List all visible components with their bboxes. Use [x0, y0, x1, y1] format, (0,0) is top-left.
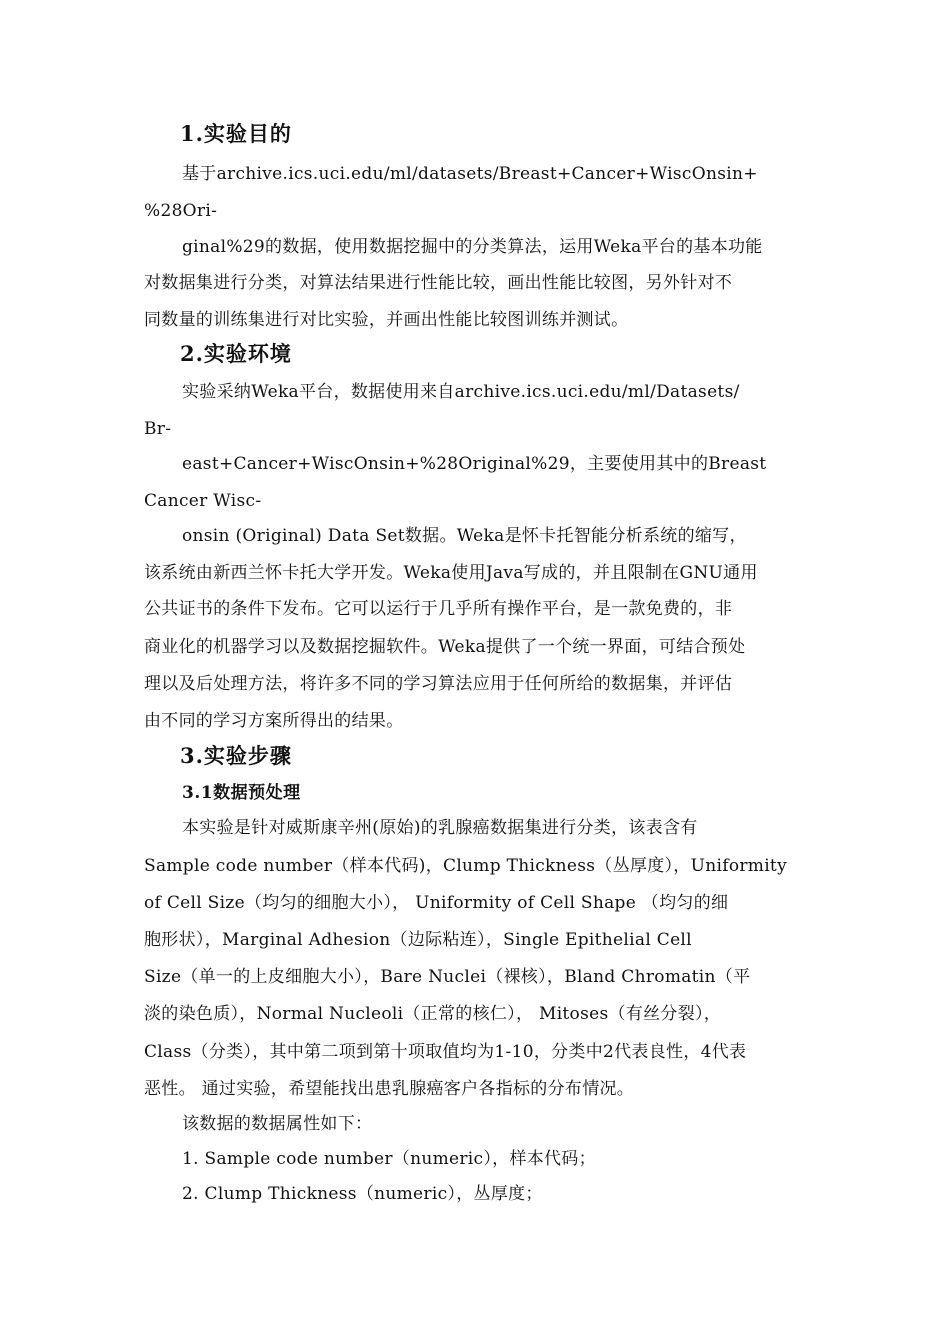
section-3-line-9: 该数据的数据属性如下：	[182, 1114, 373, 1134]
section-2-line-6: 该系统由新西兰怀卡托大学开发。Weka使用Java写成的，并且限制在GNU通用	[144, 563, 758, 583]
section-2-line-9: 理以及后处理方法，将许多不同的学习算法应用于任何所给的数据集，并评估	[144, 674, 733, 694]
section-2-line-3: east+Cancer+WiscOnsin+%28Original%29，主要使用其中的Breast	[182, 454, 767, 474]
section-3-heading: 3.实验步骤	[180, 743, 292, 768]
section-3-line-2: Sample code number（样本代码)，Clump Thickness（丛厚度），Uniformity	[144, 856, 787, 876]
section-2-heading: 2.实验环境	[180, 341, 292, 366]
section-2-line-7: 公共证书的条件下发布。它可以运行于几乎所有操作平台，是一款免费的，非	[144, 599, 733, 619]
section-2-line-1: 实验采纳Weka平台，数据使用来自archive.ics.uci.edu/ml/Datasets/	[182, 382, 740, 402]
section-1-line-2: %28Ori-	[144, 201, 218, 221]
section-1-line-1: 基于archive.ics.uci.edu/ml/datasets/Breast+Cancer+WiscOnsin+	[182, 164, 758, 184]
section-2-line-5: onsin (Original) Data Set数据。Weka是怀卡托智能分析系统的缩写，	[182, 526, 747, 546]
section-2-line-4: Cancer Wisc-	[144, 491, 262, 511]
section-3-line-3: of Cell Size（均匀的细胞大小）， Uniformity of Cell Shape （均匀的细	[144, 893, 729, 913]
section-3-line-7: Class（分类），其中第二项到第十项取值均为1-10，分类中2代表良性，4代表	[144, 1042, 747, 1062]
section-2-line-8: 商业化的机器学习以及数据挖掘软件。Weka提供了一个统一界面，可结合预处	[144, 637, 746, 657]
attribute-item-2: 2. Clump Thickness（numeric），丛厚度；	[182, 1184, 543, 1204]
section-3-line-4: 胞形状），Marginal Adhesion（边际粘连），Single Epithelial Cell	[144, 930, 692, 950]
section-3-line-5: Size（单一的上皮细胞大小），Bare Nuclei（裸核），Bland Chromatin（平	[144, 967, 751, 987]
section-2-line-10: 由不同的学习方案所得出的结果。	[144, 711, 404, 731]
section-3-line-6: 淡的染色质），Normal Nucleoli（正常的核仁）， Mitoses（有丝分裂），	[144, 1004, 722, 1024]
section-1-line-3: ginal%29的数据，使用数据挖掘中的分类算法，运用Weka平台的基本功能	[182, 237, 763, 257]
section-1-line-5: 同数量的训练集进行对比实验，并画出性能比较图训练并测试。	[144, 310, 629, 330]
section-3-subheading: 3.1数据预处理	[182, 783, 301, 803]
attribute-item-1: 1. Sample code number（numeric），样本代码；	[182, 1149, 596, 1169]
section-1-line-4: 对数据集进行分类，对算法结果进行性能比较，画出性能比较图，另外针对不	[144, 273, 733, 293]
section-2-line-2: Br-	[144, 419, 172, 439]
section-3-line-1: 本实验是针对威斯康辛州(原始)的乳腺癌数据集进行分类，该表含有	[182, 818, 698, 838]
section-1-heading: 1.实验目的	[180, 121, 292, 146]
section-3-line-8: 恶性。 通过实验，希望能找出患乳腺癌客户各指标的分布情况。	[144, 1079, 635, 1099]
